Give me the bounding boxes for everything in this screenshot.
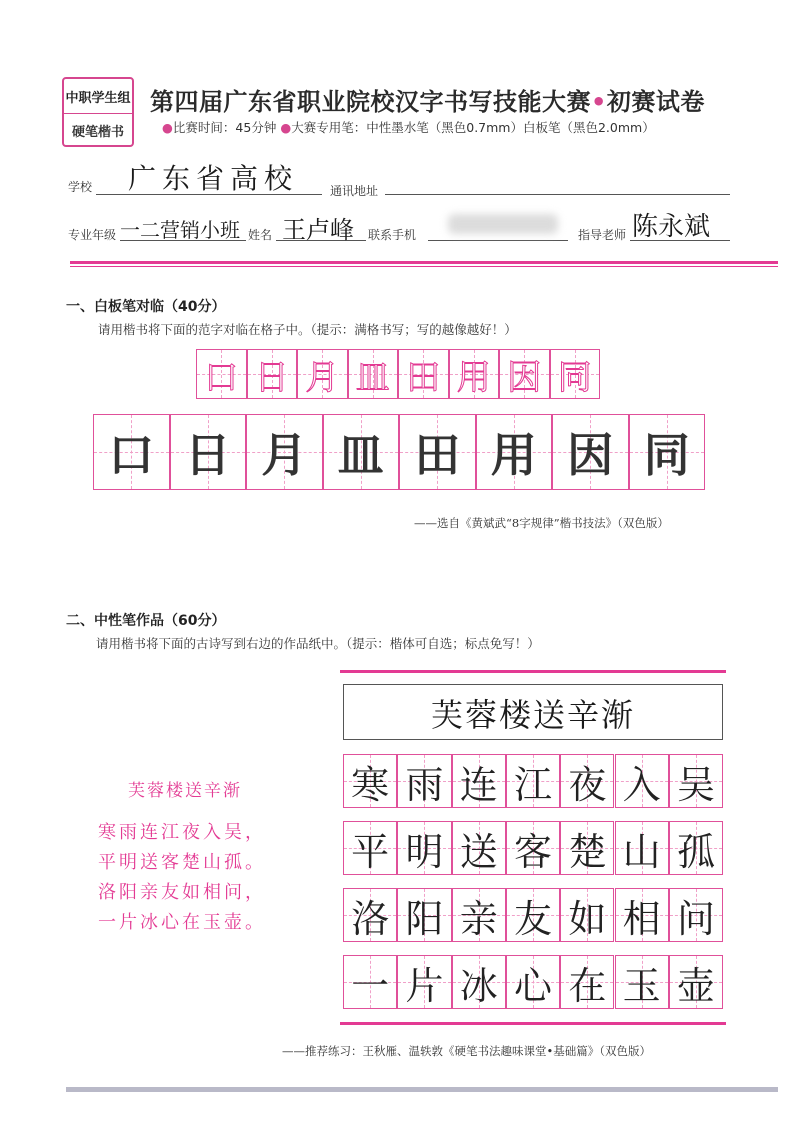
grid-character: 日	[254, 357, 289, 398]
work-char-cell[interactable]	[669, 955, 723, 1009]
grid-character: 亲	[459, 896, 498, 941]
major-label: 专业年级	[68, 228, 117, 242]
grid-character: 客	[514, 829, 553, 874]
work-frame-top	[340, 670, 726, 673]
exam-time: 比赛时间：45分钟	[172, 120, 277, 135]
work-title: 芙蓉楼送辛渐	[430, 696, 635, 734]
grid-character: 用	[456, 357, 491, 398]
work-char-cell[interactable]	[615, 754, 669, 808]
grid-character: 田	[406, 357, 441, 398]
grid-character: 一	[351, 963, 390, 1008]
work-char-cell[interactable]	[669, 888, 723, 942]
work-char-cell[interactable]	[343, 888, 397, 942]
model-char-cell[interactable]	[196, 349, 247, 399]
bullet-icon: ●	[280, 120, 292, 135]
address-field[interactable]	[385, 172, 730, 195]
section1-instruction: 请用楷书将下面的范字对临在格子中。（提示：满格书写；写的越像越好！）	[98, 322, 517, 337]
group-badge	[62, 77, 134, 147]
grid-character: 月	[261, 428, 308, 482]
grid-character: 口	[108, 428, 155, 482]
work-char-cell[interactable]	[560, 821, 614, 875]
phone-label: 联系手机	[368, 228, 417, 242]
grid-character: 问	[676, 896, 715, 941]
school-label: 学校	[68, 180, 93, 194]
grid-character: 相	[622, 896, 661, 941]
page-title	[150, 82, 705, 117]
grid-character: 寒	[351, 762, 390, 807]
grid-character: 连	[459, 762, 498, 807]
work-char-cell[interactable]	[506, 955, 560, 1009]
practice-char-cell[interactable]	[476, 414, 553, 490]
model-char-cell[interactable]	[398, 349, 449, 399]
header-divider	[70, 261, 778, 264]
grid-character: 孤	[676, 829, 715, 874]
practice-char-cell[interactable]	[629, 414, 706, 490]
grid-character: 壶	[676, 963, 715, 1008]
work-char-cell[interactable]	[560, 754, 614, 808]
practice-char-cell[interactable]	[399, 414, 476, 490]
grid-character: 雨	[405, 762, 444, 807]
model-char-cell[interactable]	[348, 349, 399, 399]
grid-character: 田	[414, 428, 461, 482]
model-char-cell[interactable]	[449, 349, 500, 399]
grid-character: 如	[568, 896, 607, 941]
grid-character: 因	[507, 357, 542, 398]
work-char-cell[interactable]	[343, 821, 397, 875]
header-divider-thin	[70, 266, 778, 267]
teacher-value: 陈永斌	[632, 212, 711, 242]
grid-character: 皿	[355, 357, 390, 398]
footer-bar	[66, 1087, 778, 1092]
poem-line: 一片冰心在玉壶。	[98, 912, 266, 933]
work-char-cell[interactable]	[397, 888, 451, 942]
grid-character: 阳	[405, 896, 444, 941]
work-char-cell[interactable]	[397, 754, 451, 808]
grid-character: 送	[459, 829, 498, 874]
work-char-cell[interactable]	[615, 888, 669, 942]
work-char-cell[interactable]	[560, 888, 614, 942]
model-char-cell[interactable]	[550, 349, 601, 399]
grid-character: 同	[643, 428, 690, 482]
work-char-cell[interactable]	[615, 955, 669, 1009]
practice-char-cell[interactable]	[552, 414, 629, 490]
model-char-cell[interactable]	[247, 349, 298, 399]
practice-char-cell[interactable]	[93, 414, 170, 490]
grid-character: 友	[514, 896, 553, 941]
poem-line: 平明送客楚山孤。	[98, 852, 266, 873]
grid-character: 口	[204, 357, 239, 398]
section1-credit: ——选自《黄斌武“8字规律”楷书技法》（双色版）	[414, 516, 669, 530]
grid-character: 片	[405, 963, 444, 1008]
model-char-cell[interactable]	[499, 349, 550, 399]
grid-character: 入	[622, 762, 661, 807]
work-char-cell[interactable]	[669, 821, 723, 875]
grid-character: 楚	[568, 829, 607, 874]
name-label: 姓名	[248, 228, 273, 242]
section1-heading: 一、白板笔对临（40分）	[66, 299, 226, 315]
grid-character: 用	[490, 428, 537, 482]
grid-character: 夜	[568, 762, 607, 807]
work-char-cell[interactable]	[343, 754, 397, 808]
poem-title: 芙蓉楼送辛渐	[128, 781, 242, 801]
grid-character: 在	[568, 963, 607, 1008]
title-main: 第四届广东省职业院校汉字书写技能大赛	[150, 88, 591, 116]
grid-character: 玉	[622, 963, 661, 1008]
practice-char-cell[interactable]	[170, 414, 247, 490]
grid-character: 江	[514, 762, 553, 807]
work-char-cell[interactable]	[397, 955, 451, 1009]
grid-character: 明	[405, 829, 444, 874]
work-char-cell[interactable]	[452, 888, 506, 942]
practice-char-cell[interactable]	[246, 414, 323, 490]
major-value: 一二营销小班	[120, 218, 240, 242]
work-char-cell[interactable]	[669, 754, 723, 808]
work-char-cell[interactable]	[343, 955, 397, 1009]
bullet-icon: ●	[162, 120, 173, 135]
section2-instruction: 请用楷书将下面的古诗写到右边的作品纸中。（提示：楷体可自选；标点免写！）	[96, 636, 540, 651]
practice-char-cell[interactable]	[323, 414, 400, 490]
title-separator: •	[591, 88, 607, 116]
grid-character: 皿	[337, 428, 384, 482]
phone-redacted	[448, 214, 558, 234]
grid-character: 月	[305, 357, 340, 398]
work-char-cell[interactable]	[452, 754, 506, 808]
grid-character: 洛	[351, 896, 390, 941]
badge-category-label: 硬笔楷书	[71, 125, 124, 140]
section2-heading: 二、中性笔作品（60分）	[66, 613, 226, 629]
grid-character: 日	[184, 428, 231, 482]
section2-credit: ——推荐练习：王秋雁、温轶敦《硬笔书法趣味课堂•基础篇》（双色版）	[282, 1044, 652, 1058]
work-char-cell[interactable]	[506, 821, 560, 875]
grid-character: 平	[351, 829, 390, 874]
exam-pens: 大赛专用笔：中性墨水笔（黑色0.7mm）白板笔（黑色2.0mm）	[291, 120, 655, 135]
work-char-cell[interactable]	[397, 821, 451, 875]
grid-character: 吴	[676, 762, 715, 807]
poem-body	[98, 818, 266, 938]
title-tail: 初赛试卷	[606, 88, 705, 116]
grid-character: 因	[567, 428, 614, 482]
work-char-cell[interactable]	[506, 888, 560, 942]
work-char-cell[interactable]	[615, 821, 669, 875]
work-char-cell[interactable]	[506, 754, 560, 808]
grid-character: 同	[557, 357, 592, 398]
address-label: 通讯地址	[330, 184, 379, 198]
name-value: 王卢峰	[282, 216, 354, 244]
exam-info	[162, 118, 655, 136]
work-char-cell[interactable]	[452, 955, 506, 1009]
grid-character: 冰	[459, 963, 498, 1008]
grid-character: 心	[514, 963, 553, 1008]
model-char-cell[interactable]	[297, 349, 348, 399]
poem-line: 洛阳亲友如相问，	[98, 882, 266, 903]
grid-character: 山	[622, 829, 661, 874]
school-value: 广东省高校	[128, 162, 299, 195]
work-char-cell[interactable]	[560, 955, 614, 1009]
teacher-label: 指导老师	[578, 228, 627, 242]
work-frame-bottom	[340, 1022, 726, 1025]
poem-line: 寒雨连江夜入吴，	[98, 822, 266, 843]
badge-group-label: 中职学生组	[64, 79, 132, 114]
work-char-cell[interactable]	[452, 821, 506, 875]
